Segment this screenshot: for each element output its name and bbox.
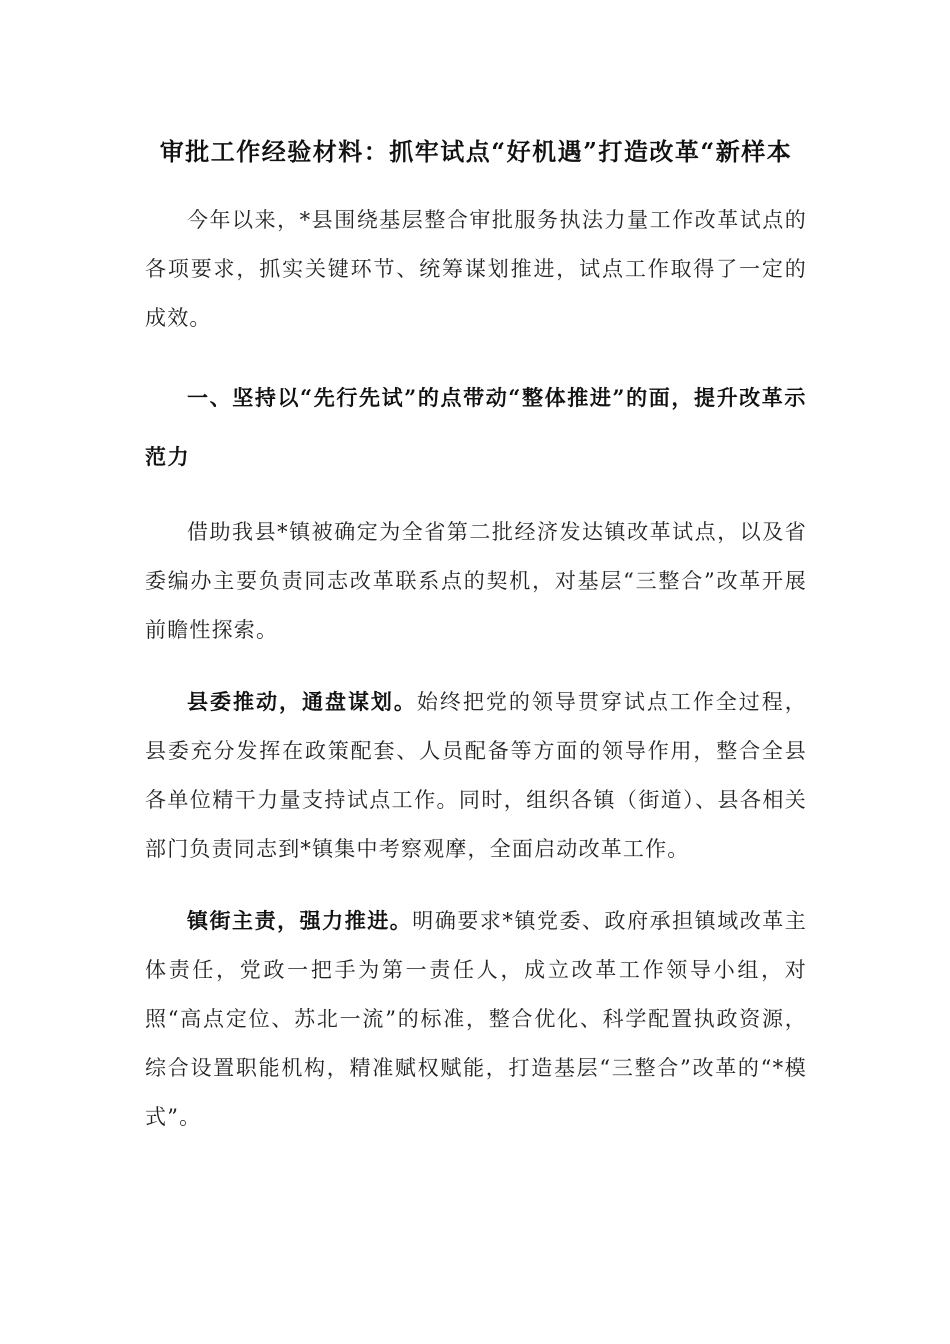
paragraph-body-town: 明确要求*镇党委、政府承担镇域改革主体责任，党政一把手为第一责任人，成立改革工作领导小组，对照“高点定位、苏北一流”的标准，整合优化、科学配置执政资源，综合设置职能机构，精准赋权赋能，打造基层“三整合”改革的“*模式”。 bbox=[145, 909, 807, 1129]
paragraph-body-county: 始终把党的领导贯穿试点工作全过程，县委充分发挥在政策配套、人员配备等方面的领导作用，整合全县各单位精干力量支持试点工作。同时，组织各镇（街道）、县各相关部门负责同志到*镇集中考察观摩，全面启动改革工作。 bbox=[145, 690, 807, 861]
intro-paragraph: 今年以来，*县围绕基层整合审批服务执法力量工作改革试点的各项要求，抓实关键环节、统筹谋划推进，试点工作取得了一定的成效。 bbox=[145, 208, 807, 330]
paragraph-lead-town: 镇街主责，强力推进。 bbox=[187, 908, 413, 933]
document-title: 审批工作经验材料：抓牢试点“好机遇”打造改革“新样本 bbox=[159, 137, 793, 166]
paragraph-lead-county: 县委推动，通盘谋划。 bbox=[187, 689, 417, 714]
document-page bbox=[145, 128, 807, 1142]
section-paragraph-2 bbox=[145, 677, 807, 874]
section-heading: 一、坚持以“先行先试”的点带动“整体推进”的面，提升改革示范力 bbox=[145, 385, 807, 469]
section-paragraph-1: 借助我县*镇被确定为全省第二批经济发达镇改革试点，以及省委编办主要负责同志改革联系点的契机，对基层“三整合”改革开展前瞻性探索。 bbox=[145, 520, 807, 642]
section-paragraph-3 bbox=[145, 896, 807, 1142]
